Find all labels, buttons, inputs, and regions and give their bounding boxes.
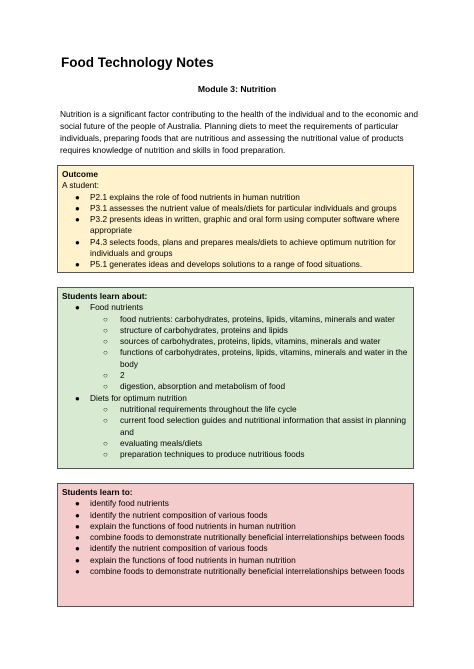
list-item: ● explain the functions of food nutrients in human nutrition bbox=[75, 520, 296, 531]
bullet-icon: ● bbox=[75, 192, 80, 202]
bullet-icon: ● bbox=[75, 215, 80, 225]
bullet-icon: ● bbox=[75, 555, 80, 565]
bullet-icon: ● bbox=[75, 521, 80, 531]
circle-bullet-icon: ○ bbox=[103, 450, 108, 460]
learn-about-list-2 bbox=[62, 393, 409, 404]
learn-about-box bbox=[57, 287, 414, 469]
circle-bullet-icon: ○ bbox=[103, 382, 108, 392]
list-item bbox=[62, 393, 409, 404]
module-heading: Module 3: Nutrition bbox=[197, 84, 277, 94]
list-item: ○ digestion, absorption and metabolism of food bbox=[103, 381, 286, 392]
list-item bbox=[62, 302, 409, 313]
document-title: Food Technology Notes bbox=[61, 55, 214, 70]
bullet-icon: ● bbox=[75, 303, 80, 313]
learn-to-heading: Students learn to: bbox=[62, 487, 133, 497]
list-item: ● P3.1 assesses the nutrient value of meals/diets for particular individuals and groups bbox=[75, 202, 397, 213]
outcome-box bbox=[57, 165, 414, 273]
circle-bullet-icon: ○ bbox=[103, 438, 108, 448]
bullet-icon: ● bbox=[75, 203, 80, 213]
outcome-heading: Outcome bbox=[62, 169, 98, 179]
list-item: ● identify the nutrient composition of various foods bbox=[75, 543, 268, 554]
food-nutrients-sublist bbox=[62, 314, 409, 393]
intro-paragraph: Nutrition is a significant factor contributing to the health of the individual and to the economic and social future of the people of Australia. Planning diets to meet the requirements of particular individuals, preparing foods that are nutritious and assessing the nutritional value of products requires knowledge of nutrition and skills in food preparation. bbox=[60, 109, 419, 155]
circle-bullet-icon: ○ bbox=[103, 337, 108, 347]
bullet-icon: ● bbox=[75, 393, 80, 403]
list-item: ● explain the functions of food nutrients in human nutrition bbox=[75, 554, 296, 565]
bullet-icon: ● bbox=[75, 510, 80, 520]
bullet-icon: ● bbox=[75, 533, 80, 543]
outcome-subheading: A student: bbox=[62, 180, 99, 191]
list-item: ○ 2 bbox=[103, 370, 125, 381]
circle-bullet-icon: ○ bbox=[103, 416, 108, 426]
list-item: ● P5.1 generates ideas and develops solutions to a range of food situations. bbox=[75, 259, 363, 270]
learn-to-list bbox=[62, 498, 409, 577]
list-item: ○ functions of carbohydrates, proteins, lipids, vitamins, minerals and water in the body bbox=[103, 347, 408, 369]
list-item: ○ evaluating meals/diets bbox=[103, 437, 203, 448]
learn-about-heading: Students learn about: bbox=[62, 291, 148, 301]
list-item: ○ structure of carbohydrates, proteins and lipids bbox=[103, 324, 288, 335]
bullet-icon: ● bbox=[75, 567, 80, 577]
circle-bullet-icon: ○ bbox=[103, 348, 108, 358]
list-item: ○ sources of carbohydrates, proteins, lipids, vitamins, minerals and water bbox=[103, 336, 381, 347]
list-item: ○ nutritional requirements throughout the life cycle bbox=[103, 403, 297, 414]
list-item: ● P4.3 selects foods, plans and prepares meals/diets to achieve optimum nutrition for individuals and groups bbox=[75, 236, 396, 259]
bullet-icon: ● bbox=[75, 544, 80, 554]
bullet-icon: ● bbox=[75, 260, 80, 270]
circle-bullet-icon: ○ bbox=[103, 325, 108, 335]
list-item: ● combine foods to demonstrate nutritionally beneficial interrelationships between foods bbox=[75, 566, 405, 577]
list-item: ● combine foods to demonstrate nutritionally beneficial interrelationships between foods bbox=[75, 532, 405, 543]
outcome-list bbox=[62, 192, 409, 271]
learn-to-box bbox=[57, 483, 414, 607]
circle-bullet-icon: ○ bbox=[103, 314, 108, 324]
list-item: ● identify food nutrients bbox=[75, 498, 169, 509]
bullet-icon: ● bbox=[75, 499, 80, 509]
list-item: ● P3.2 presents ideas in written, graphic and oral form using computer software where appropriate bbox=[75, 214, 400, 236]
diets-sublist bbox=[62, 404, 409, 460]
list-item: ○ food nutrients: carbohydrates, proteins, lipids, vitamins, minerals and water bbox=[103, 313, 395, 324]
list-item: ○ current food selection guides and nutritional information that assist in planning and bbox=[103, 415, 406, 437]
learn-about-list bbox=[62, 302, 409, 313]
list-item: ● identify the nutrient composition of various foods bbox=[75, 509, 268, 520]
bullet-icon: ● bbox=[75, 237, 80, 247]
group-label: Diets for optimum nutrition bbox=[90, 392, 187, 403]
circle-bullet-icon: ○ bbox=[103, 404, 108, 414]
list-item: ○ preparation techniques to produce nutritious foods bbox=[103, 449, 305, 460]
circle-bullet-icon: ○ bbox=[103, 371, 108, 381]
list-item: ● P2.1 explains the role of food nutrients in human nutrition bbox=[75, 191, 300, 202]
group-label: Food nutrients bbox=[90, 302, 144, 313]
